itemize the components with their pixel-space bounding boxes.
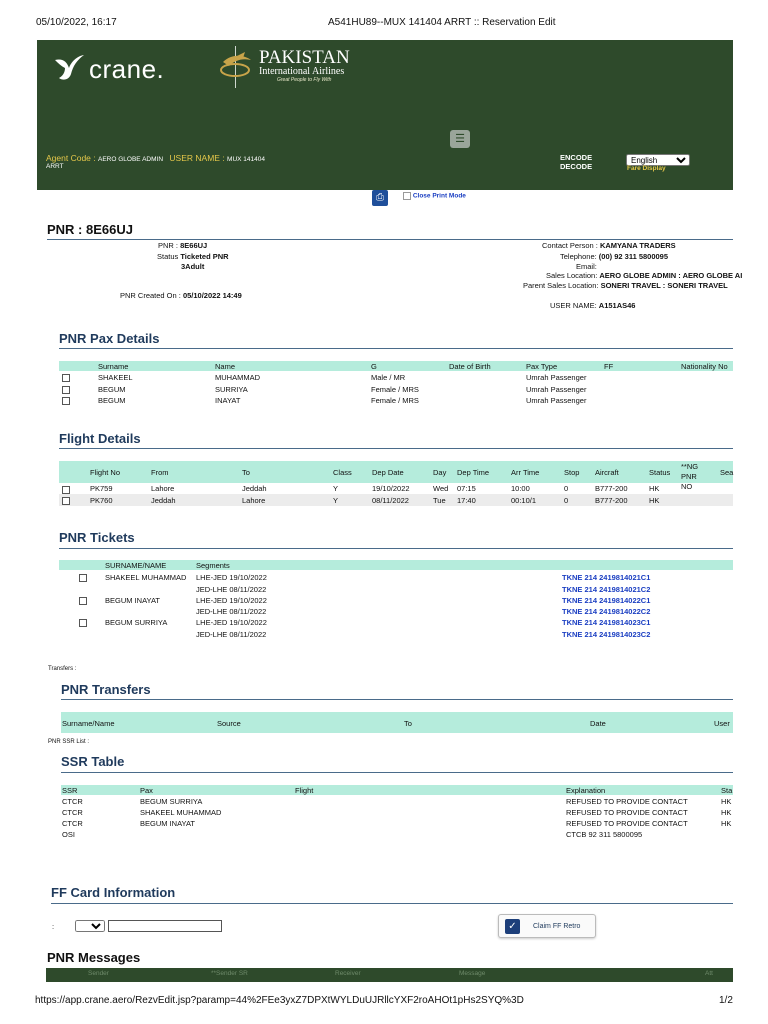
- pax-col-dob: Date of Birth: [449, 362, 491, 371]
- ff-card-input[interactable]: [108, 920, 222, 932]
- divider: [59, 348, 733, 349]
- decode-link[interactable]: DECODE: [560, 162, 593, 171]
- print-button[interactable]: [372, 190, 388, 206]
- flight-col-arrtime: Arr Time: [511, 468, 540, 477]
- ssr-explanation: CTCB 92 311 5800095: [566, 830, 643, 839]
- ssr-list-label: PNR SSR List :: [48, 739, 90, 745]
- flight-col-status: Status: [649, 468, 671, 477]
- encode-link[interactable]: ENCODE: [560, 153, 593, 162]
- messages-col-att: Att: [705, 970, 713, 977]
- pax-col-surname: Surname: [98, 362, 129, 371]
- ssr-explanation: REFUSED TO PROVIDE CONTACT: [566, 797, 688, 806]
- divider: [47, 239, 733, 240]
- pax-col-ff: FF: [604, 362, 614, 371]
- ssr-status: HK: [721, 808, 732, 817]
- flight-class: Y: [333, 496, 339, 505]
- ticket-checkbox[interactable]: [79, 597, 87, 605]
- ff-section-title: FF Card Information: [51, 885, 176, 900]
- pax-col-nationality: Nationality No: [681, 362, 728, 371]
- flight-arrtime: 10:00: [511, 484, 530, 493]
- flight-checkbox[interactable]: [62, 486, 70, 494]
- pax-table-header: [59, 361, 733, 371]
- tickets-col-name: SURNAME/NAME: [105, 561, 167, 570]
- print-datetime: 05/10/2022, 16:17: [36, 17, 117, 28]
- flight-depdate: 08/11/2022: [372, 496, 409, 505]
- flight-col-to: To: [242, 468, 250, 477]
- flight-no: PK760: [90, 496, 113, 505]
- ssr-section-title: SSR Table: [61, 754, 125, 769]
- user-name-value: MUX 141404: [227, 156, 265, 163]
- ticket-segment: JED-LHE 08/11/2022: [196, 585, 267, 594]
- flight-section-title: Flight Details: [59, 431, 141, 446]
- created-line: PNR Created On : 05/10/2022 14:49: [120, 291, 242, 300]
- ssr-explanation: REFUSED TO PROVIDE CONTACT: [566, 819, 688, 828]
- transfers-col-source: Source: [217, 719, 241, 728]
- flight-to: Jeddah: [242, 484, 267, 493]
- transfers-col-user: User: [714, 719, 730, 728]
- airline-name: PAKISTAN: [259, 47, 350, 68]
- messages-section-title: PNR Messages: [47, 950, 141, 965]
- divider: [59, 448, 733, 449]
- ssr-col-explanation: Explanation: [566, 786, 606, 795]
- flight-deptime: 07:15: [457, 484, 476, 493]
- ticket-number-link[interactable]: TKNE 214 2419814022C1: [562, 596, 651, 605]
- pax-count: 3Adult: [181, 262, 205, 271]
- pax-type: Umrah Passenger: [526, 396, 587, 405]
- flight-col-ngpnr: **NG PNR NO: [681, 462, 699, 491]
- check-icon: ✓: [505, 919, 520, 934]
- messages-col-sender: Sender: [88, 970, 109, 977]
- telephone-line: Telephone: (00) 92 311 5800095: [560, 252, 669, 261]
- ticket-segment: LHE-JED 19/10/2022: [196, 618, 267, 627]
- pax-surname: BEGUM: [98, 385, 126, 394]
- flight-checkbox[interactable]: [62, 497, 70, 505]
- pax-type: Umrah Passenger: [526, 373, 587, 382]
- pax-gender: Female / MRS: [371, 396, 419, 405]
- status-line: Status Ticketed PNR: [157, 252, 229, 261]
- ticket-pax-name: SHAKEEL MUHAMMAD: [105, 573, 187, 582]
- ssr-code: CTCR: [62, 819, 83, 828]
- messages-col-message: Message: [459, 970, 486, 977]
- claim-ff-label: Claim FF Retro: [533, 923, 581, 930]
- pax-col-gender: G: [371, 362, 377, 371]
- pax-surname: SHAKEEL: [98, 373, 133, 382]
- close-print-label: Close Print Mode: [412, 192, 466, 200]
- pia-emblem-icon: [217, 50, 257, 85]
- flight-arrtime: 00:10/1: [511, 496, 537, 505]
- ssr-col-pax: Pax: [140, 786, 153, 795]
- ssr-pax: BEGUM INAYAT: [140, 819, 196, 828]
- pax-name: SURRIYA: [215, 385, 248, 394]
- pax-checkbox[interactable]: [62, 374, 70, 382]
- ticket-pax-name: BEGUM INAYAT: [105, 596, 161, 605]
- user-line: USER NAME: A151AS46: [550, 301, 636, 310]
- ssr-status: HK: [721, 797, 732, 806]
- flight-col-depdate: Dep Date: [372, 468, 404, 477]
- flight-col-aircraft: Aircraft: [595, 468, 619, 477]
- airline-subtitle: International Airlines: [259, 66, 345, 77]
- flight-col-stop: Stop: [564, 468, 580, 477]
- user-name-label: USER NAME :: [169, 153, 225, 163]
- user-name-cont: ARRT: [46, 163, 64, 170]
- sales-location-line: Sales Location: AERO GLOBE ADMIN : AERO GLOBE AI: [546, 271, 743, 280]
- divider: [61, 699, 733, 700]
- ticket-number-link[interactable]: TKNE 214 2419814021C1: [562, 573, 651, 582]
- fare-display-link[interactable]: Fare Display: [627, 165, 666, 172]
- ssr-code: OSI: [62, 830, 75, 839]
- flight-stop: 0: [564, 496, 569, 505]
- ssr-pax: BEGUM SURRIYA: [140, 797, 203, 806]
- claim-ff-retro-button[interactable]: [498, 914, 596, 938]
- agent-code-value: AERO GLOBE ADMIN: [98, 156, 164, 163]
- messages-col-sender-sr: **Sender SR: [211, 970, 248, 977]
- pax-surname: BEGUM: [98, 396, 126, 405]
- ticket-pax-name: BEGUM SURRIYA: [105, 618, 168, 627]
- flight-aircraft: B777-200: [595, 484, 628, 493]
- flight-col-deptime: Dep Time: [457, 468, 490, 477]
- ticket-number-link[interactable]: TKNE 214 2419814023C1: [562, 618, 651, 627]
- flight-col-class: Class: [333, 468, 352, 477]
- pax-gender: Female / MRS: [371, 385, 419, 394]
- pnr-line: PNR : 8E66UJ: [158, 241, 208, 250]
- tickets-section-title: PNR Tickets: [59, 530, 135, 545]
- flight-col-seat: Sea: [720, 468, 734, 477]
- printer-icon: ⎙: [376, 192, 384, 203]
- flight-status: HK: [649, 484, 660, 493]
- ticket-number-link[interactable]: TKNE 214 2419814021C2: [562, 585, 651, 594]
- ssr-status: HK: [721, 819, 732, 828]
- crane-bird-icon: [53, 52, 85, 82]
- parent-sales-location-line: Parent Sales Location: SONERI TRAVEL : SONERI TRAVEL: [523, 281, 728, 290]
- ssr-col-ssr: SSR: [62, 786, 78, 795]
- messages-col-receiver: Receiver: [335, 970, 361, 977]
- ff-colon: :: [52, 922, 55, 931]
- pax-col-paxtype: Pax Type: [526, 362, 558, 371]
- flight-aircraft: B777-200: [595, 496, 628, 505]
- ssr-col-status: Sta: [721, 786, 733, 795]
- transfers-col-name: Surname/Name: [62, 719, 115, 728]
- pnr-heading: PNR : 8E66UJ: [47, 222, 133, 237]
- print-footer-url: https://app.crane.aero/RezvEdit.jsp?paramp=44%2FEe3yxZ7DPXtWYLDuUJRllcYXF2roAHOt1pHs2SYQ%3D: [35, 995, 524, 1006]
- ticket-segment: JED-LHE 08/11/2022: [196, 607, 267, 616]
- transfers-col-date: Date: [590, 719, 606, 728]
- pax-gender: Male / MR: [371, 373, 406, 382]
- flight-day: Wed: [433, 484, 449, 493]
- flight-day: Tue: [433, 496, 446, 505]
- flight-stop: 0: [564, 484, 569, 493]
- pax-checkbox[interactable]: [62, 397, 70, 405]
- ssr-pax: SHAKEEL MUHAMMAD: [140, 808, 222, 817]
- ssr-table-header: [61, 785, 733, 795]
- print-page-title: A541HU89--MUX 141404 ARRT :: Reservation Edit: [328, 17, 556, 28]
- broken-image-icon: [403, 192, 411, 200]
- flight-no: PK759: [90, 484, 113, 493]
- divider: [61, 772, 733, 773]
- pax-section-title: PNR Pax Details: [59, 331, 160, 346]
- flight-col-day: Day: [433, 468, 447, 477]
- flight-status: HK: [649, 496, 660, 505]
- ticket-segment: LHE-JED 19/10/2022: [196, 573, 267, 582]
- hamburger-icon: ☰: [455, 133, 465, 145]
- ticket-checkbox[interactable]: [79, 619, 87, 627]
- app-header: [37, 40, 733, 190]
- ssr-code: CTCR: [62, 797, 83, 806]
- flight-class: Y: [333, 484, 339, 493]
- flight-col-no: Flight No: [90, 468, 121, 477]
- transfers-col-to: To: [404, 719, 412, 728]
- agent-code-label: Agent Code :: [46, 153, 96, 163]
- ticket-segment: JED-LHE 08/11/2022: [196, 630, 267, 639]
- ticket-number-link[interactable]: TKNE 214 2419814022C2: [562, 607, 651, 616]
- ticket-segment: LHE-JED 19/10/2022: [196, 596, 267, 605]
- divider: [59, 548, 733, 549]
- flight-from: Lahore: [151, 484, 175, 493]
- ssr-col-flight: Flight: [295, 786, 314, 795]
- divider: [51, 903, 733, 904]
- ssr-code: CTCR: [62, 808, 83, 817]
- crane-logo: [53, 52, 85, 87]
- ticket-checkbox[interactable]: [79, 574, 87, 582]
- contact-line: Contact Person : KAMYANA TRADERS: [542, 241, 676, 250]
- transfers-section-title: PNR Transfers: [61, 682, 151, 697]
- ssr-explanation: REFUSED TO PROVIDE CONTACT: [566, 808, 688, 817]
- ticket-number-link[interactable]: TKNE 214 2419814023C2: [562, 630, 651, 639]
- transfers-label: Transfers :: [48, 666, 77, 672]
- pax-col-name: Name: [215, 362, 236, 371]
- pax-name: MUHAMMAD: [215, 373, 260, 382]
- crane-wordmark: crane.: [89, 54, 165, 84]
- messages-table-header: [46, 968, 733, 982]
- flight-deptime: 17:40: [457, 496, 476, 505]
- flight-depdate: 19/10/2022: [372, 484, 410, 493]
- email-line: Email:: [576, 262, 597, 271]
- print-footer-page: 1/2: [719, 995, 733, 1006]
- ff-airline-select[interactable]: [75, 920, 105, 932]
- flight-col-from: From: [151, 468, 169, 477]
- transfers-table-header: [61, 712, 733, 733]
- menu-button[interactable]: [450, 130, 470, 148]
- pax-checkbox[interactable]: [62, 386, 70, 394]
- pax-name: INAYAT: [215, 396, 241, 405]
- flight-from: Jeddah: [151, 496, 176, 505]
- close-print-mode-link[interactable]: [403, 192, 466, 200]
- tickets-col-segments: Segments: [196, 561, 230, 570]
- agent-info: [46, 153, 265, 163]
- pax-type: Umrah Passenger: [526, 385, 587, 394]
- airline-tagline: Great People to Fly With: [277, 77, 332, 83]
- flight-to: Lahore: [242, 496, 266, 505]
